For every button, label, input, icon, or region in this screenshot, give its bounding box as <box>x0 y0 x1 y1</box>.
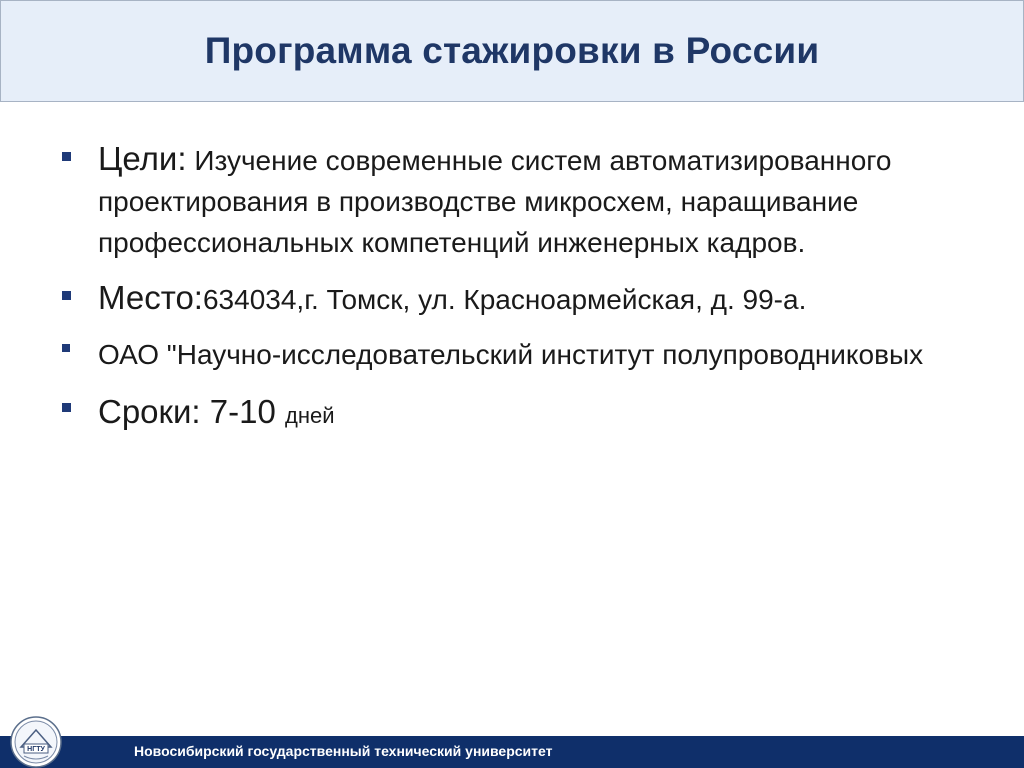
terms-paragraph <box>98 391 982 437</box>
bullet-square-icon <box>62 291 71 300</box>
organization-text: ОАО "Научно-исследовательский институт полупроводниковых <box>98 339 924 370</box>
university-logo-icon <box>10 716 62 768</box>
bullet-item-place <box>62 277 982 320</box>
title-bar <box>0 0 1024 102</box>
footer-bar <box>0 736 1024 768</box>
goals-text: Изучение современные систем автоматизированного проектирования в производстве микросхем, наращивание профессиональных компетенций инженерных кадров. <box>98 145 892 258</box>
bullet-list <box>62 138 982 437</box>
bullet-item-terms <box>62 391 982 437</box>
footer-university-name: Новосибирский государственный технический университет <box>134 743 553 759</box>
goals-paragraph <box>98 138 982 263</box>
terms-value: 7-10 <box>209 393 276 430</box>
bullet-square-icon <box>62 152 71 161</box>
place-label: Место: <box>98 279 203 316</box>
slide-title: Программа стажировки в России <box>204 30 820 71</box>
terms-label: Сроки: <box>98 393 201 430</box>
bullet-item-goals <box>62 138 982 263</box>
place-paragraph <box>98 277 982 320</box>
bullet-square-icon <box>62 344 70 352</box>
bullet-square-icon <box>62 403 71 412</box>
bullet-item-organization <box>62 334 982 375</box>
terms-unit: дней <box>284 403 335 428</box>
logo-text: НГТУ <box>27 746 45 753</box>
goals-label: Цели: <box>98 140 187 177</box>
place-text: 634034,г. Томск, ул. Красноармейская, д. 99-а. <box>202 284 807 315</box>
